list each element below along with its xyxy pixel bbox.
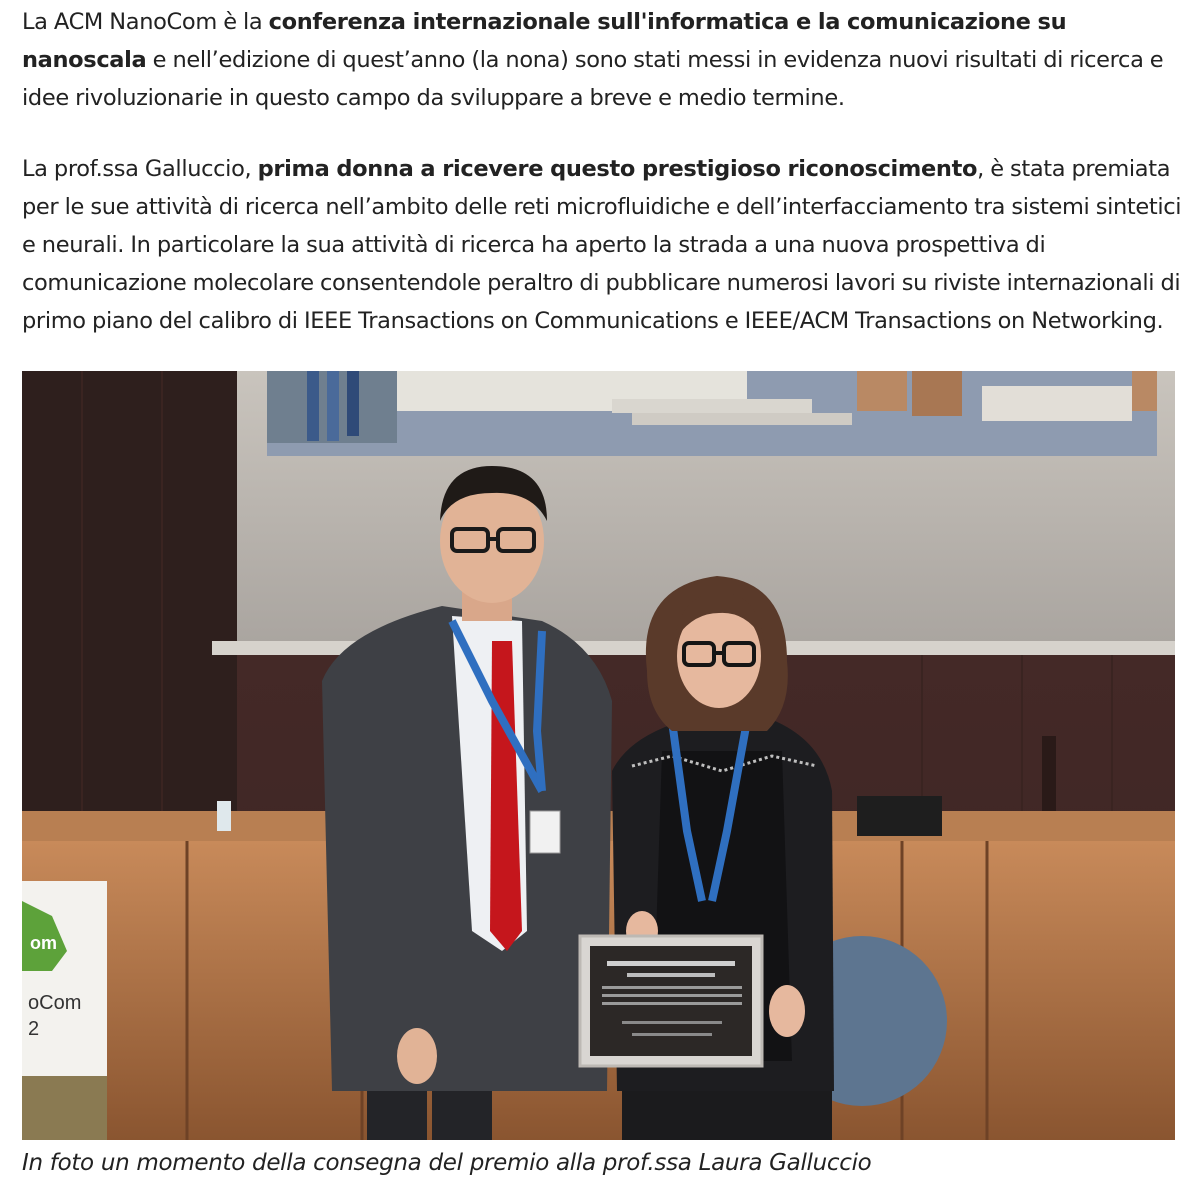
paragraph-award-text-end: , è stata premiata per le sue attività di ricerca nell’ambito delle reti microfluidiche e dell’interfacciamento tra sistemi sintetici e neurali. In particolare la sua attività di ricerca ha aperto la strada a una nuova prospettiva di comunicazione molecolare consentendole peraltro di pubblicare numerosi lavori su riviste internazionali di primo piano del calibro di IEEE Transactions on Communications e IEEE/ACM Transactions on Networking.	[22, 156, 1182, 334]
water-bottle	[217, 801, 231, 831]
projected-slide	[267, 371, 1157, 456]
photo-caption: In foto un momento della consegna del premio alla prof.ssa Laura Galluccio	[22, 1150, 872, 1176]
left-dark-wall	[22, 371, 237, 811]
paragraph-conference-text-start: La ACM NanoCom è la	[22, 9, 269, 35]
paragraph-award-text-start: La prof.ssa Galluccio,	[22, 156, 258, 182]
paragraph-conference	[22, 3, 1182, 117]
banner-logo-text: om	[30, 933, 57, 953]
paragraph-conference-bold: conferenza internazionale sull'informatica e la comunicazione su nanoscala	[22, 9, 1067, 73]
paragraph-conference-text-end: e nell’edizione di quest’anno (la nona) sono stati messi in evidenza nuovi risultati di ricerca e idee rivoluzionarie in questo campo da sviluppare a breve e medio termine.	[22, 47, 1164, 111]
laptop	[857, 796, 942, 836]
paragraph-award-bold: prima donna a ricevere questo prestigioso riconoscimento	[257, 156, 978, 182]
paragraph-award	[22, 150, 1182, 340]
banner-year-text: 2	[28, 1018, 40, 1040]
banner-title-text: oCom	[28, 992, 82, 1014]
award-photo	[22, 371, 1175, 1140]
banner-photo-strip	[22, 1076, 107, 1140]
award-plaque	[580, 936, 762, 1066]
award-photo-illustration	[22, 371, 1175, 1140]
